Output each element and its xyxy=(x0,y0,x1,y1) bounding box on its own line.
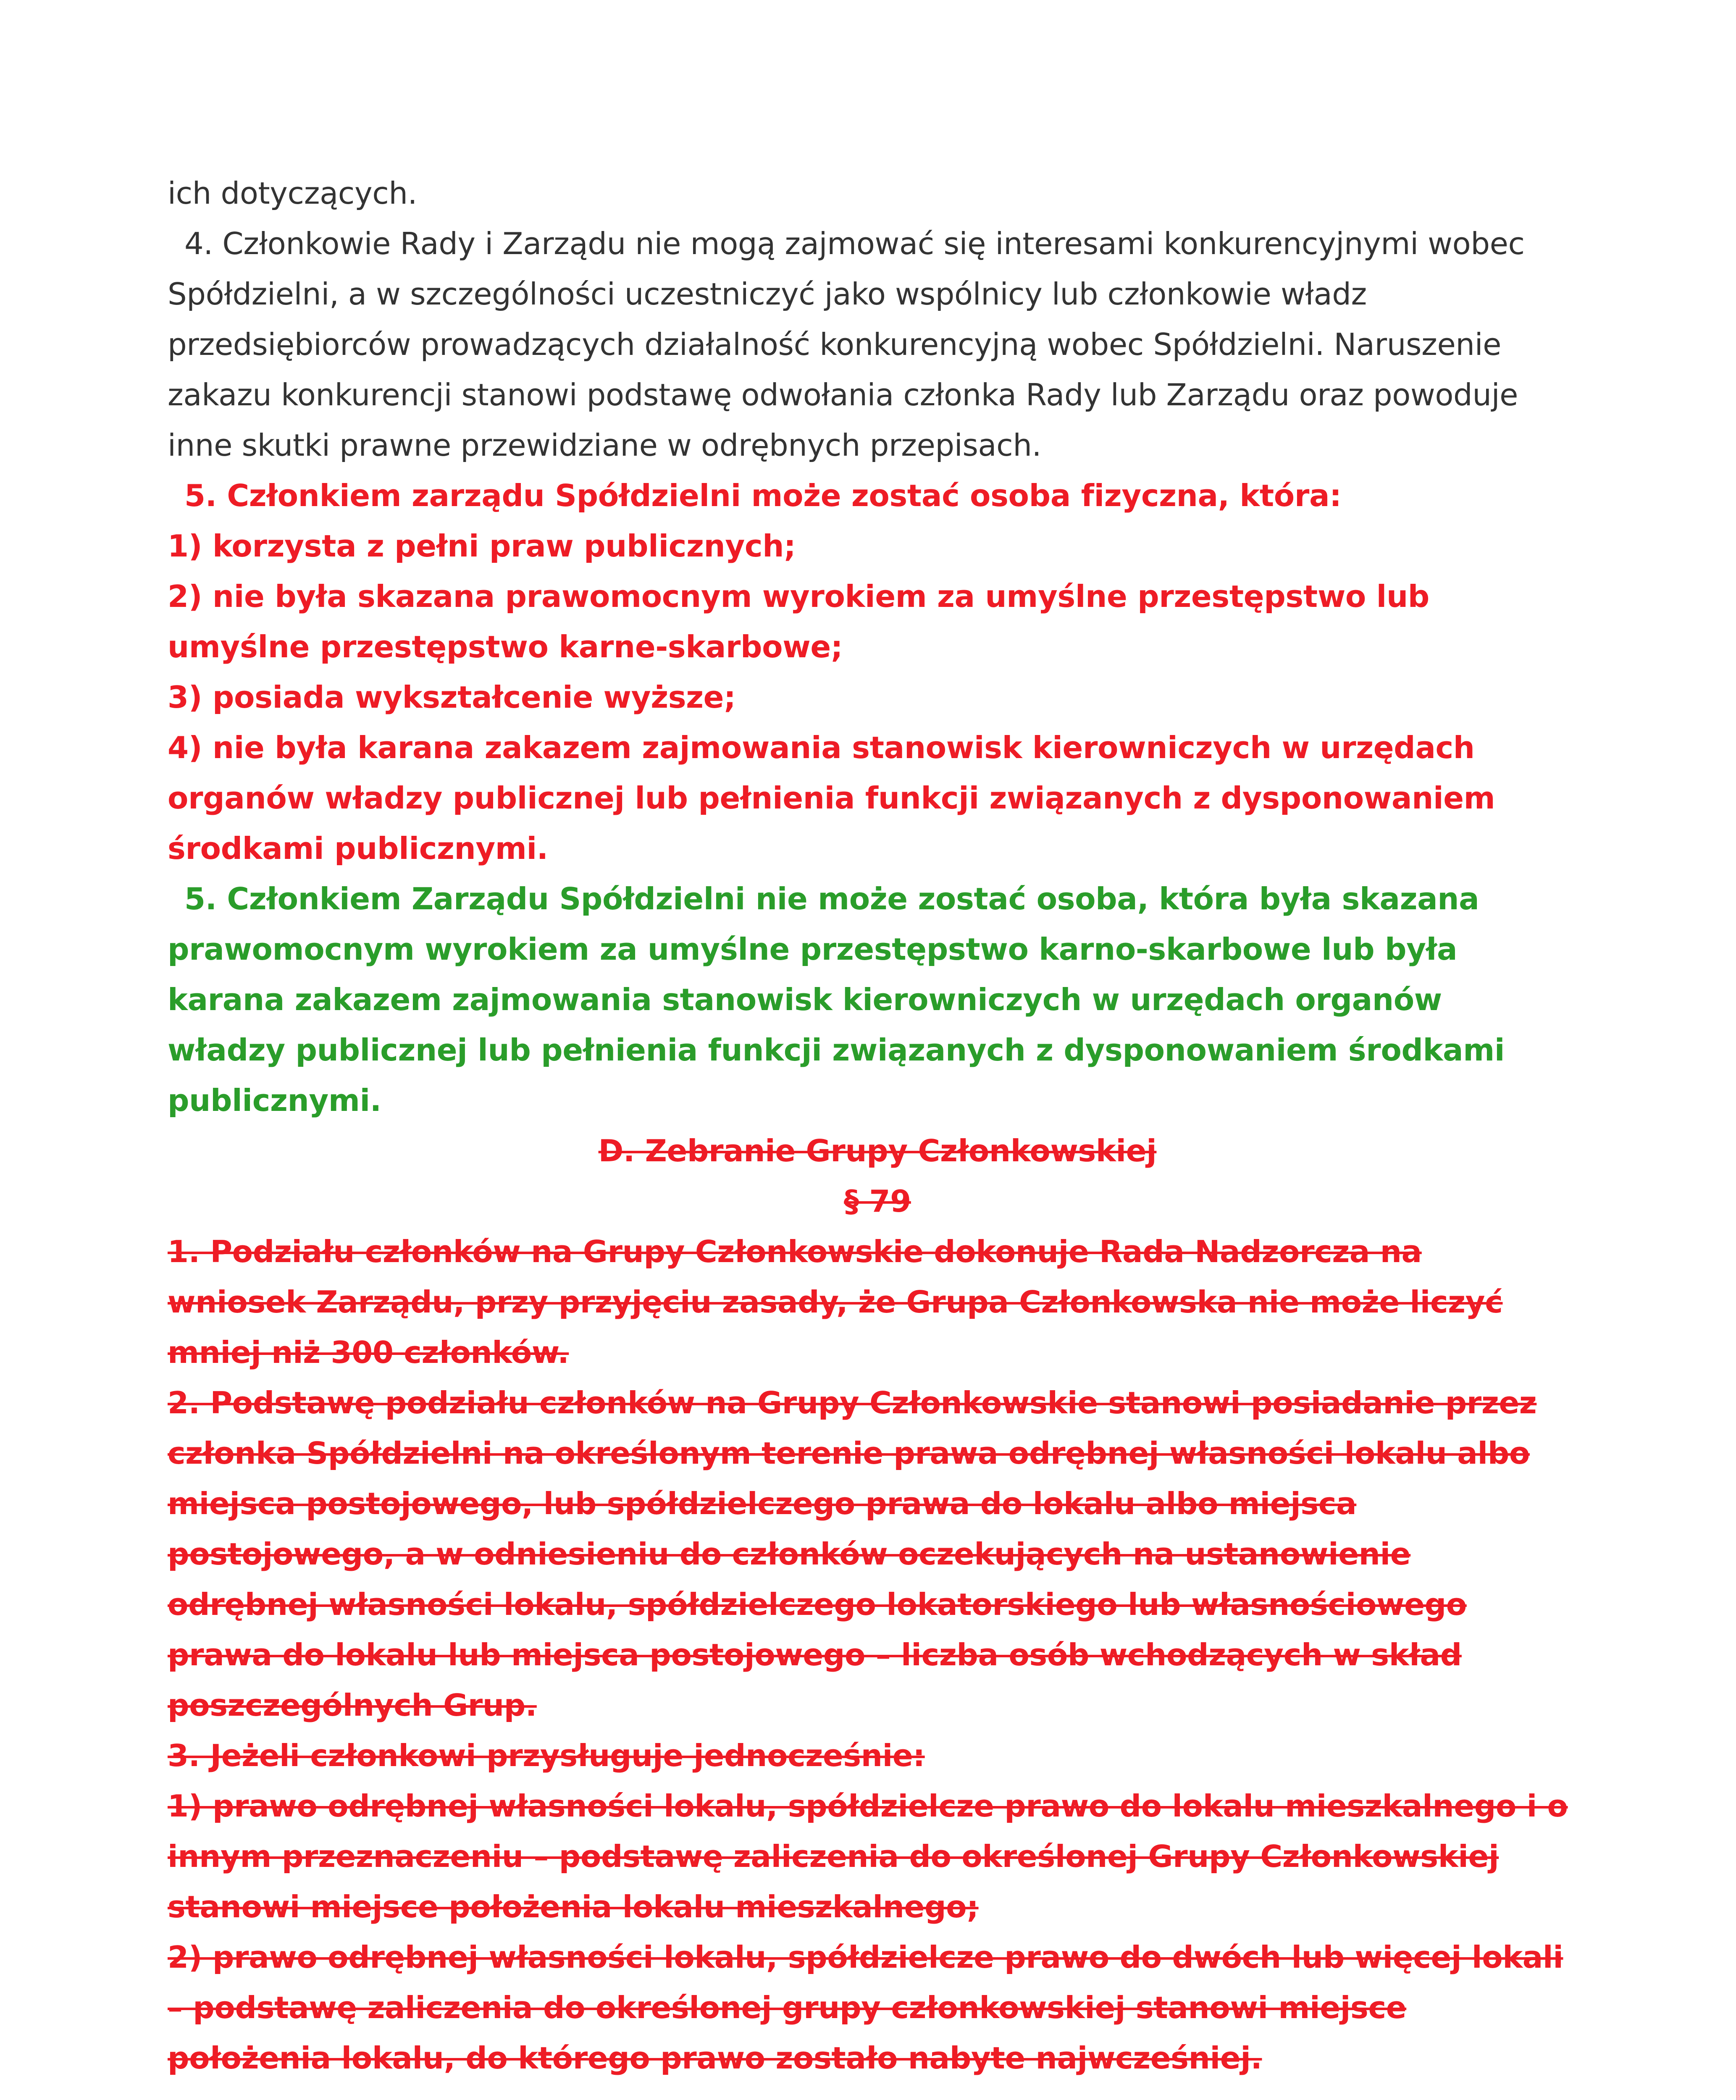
text-line: zakazu konkurencji stanowi podstawę odwołania członka Rady lub Zarządu oraz powoduje xyxy=(168,377,1518,412)
text-line: innym przeznaczeniu – podstawę zaliczenia do określonej Grupy Członkowskiej xyxy=(168,1839,1499,1874)
section-heading: D. Zebranie Grupy Członkowskiej xyxy=(598,1133,1157,1168)
text-line: 2. Podstawę podziału członków na Grupy Członkowskie stanowi posiadanie przez xyxy=(168,1385,1537,1420)
text-line: 3. Jeżeli członkowi przysługuje jednocześnie: xyxy=(168,1738,925,1773)
text-line: umyślne przestępstwo karne-skarbowe; xyxy=(168,629,843,664)
text-line: 1) korzysta z pełni praw publicznych; xyxy=(168,528,796,564)
text-line: członka Spółdzielni na określonym terenie prawa odrębnej własności lokalu albo xyxy=(168,1436,1530,1471)
text-line: organów władzy publicznej lub pełnienia funkcji związanych z dysponowaniem xyxy=(168,780,1495,816)
text-line: 3) posiada wykształcenie wyższe; xyxy=(168,680,736,715)
text-line: władzy publicznej lub pełnienia funkcji związanych z dysponowaniem środkami xyxy=(168,1032,1505,1068)
text-line: przedsiębiorców prowadzących działalność konkurencyjną wobec Spółdzielni. Naruszenie xyxy=(168,327,1502,362)
text-line: inne skutki prawne przewidziane w odrębnych przepisach. xyxy=(168,428,1042,463)
text-line: 1) prawo odrębnej własności lokalu, spółdzielcze prawo do lokalu mieszkalnego i o xyxy=(168,1788,1568,1824)
text-line: położenia lokalu, do którego prawo zostało nabyte najwcześniej. xyxy=(168,2040,1262,2076)
text-line: prawomocnym wyrokiem za umyślne przestępstwo karno-skarbowe lub była xyxy=(168,932,1458,967)
text-line: 2) nie była skazana prawomocnym wyrokiem za umyślne przestępstwo lub xyxy=(168,579,1429,614)
document-page xyxy=(168,168,1587,2100)
text-line: 4. Członkowie Rady i Zarządu nie mogą zajmować się interesami konkurencyjnymi wobec xyxy=(184,226,1525,261)
text-line: postojowego, a w odniesieniu do członków oczekujących na ustanowienie xyxy=(168,1536,1411,1572)
text-line: – podstawę zaliczenia do określonej grupy członkowskiej stanowi miejsce xyxy=(168,1990,1407,2025)
paragraph-5-red xyxy=(168,470,1587,874)
paragraph-4 xyxy=(168,168,1587,470)
text-line: poszczególnych Grup. xyxy=(168,1688,537,1723)
paragraph-5-green xyxy=(168,874,1587,1126)
text-line: publicznymi. xyxy=(168,1083,381,1118)
text-line: Spółdzielni, a w szczególności uczestniczyć jako wspólnicy lub członkowie władz xyxy=(168,276,1367,312)
text-line: 5. Członkiem zarządu Spółdzielni może zostać osoba fizyczna, która: xyxy=(184,478,1342,513)
section-d xyxy=(168,1126,1587,2083)
text-line: prawa do lokalu lub miejsca postojowego – liczba osób wchodzących w skład xyxy=(168,1637,1462,1672)
text-line: ich dotyczących. xyxy=(168,176,418,211)
blank-line xyxy=(168,2083,1587,2100)
text-line: stanowi miejsce położenia lokalu mieszkalnego; xyxy=(168,1889,979,1924)
text-line: 4) nie była karana zakazem zajmowania stanowisk kierowniczych w urzędach xyxy=(168,730,1475,765)
text-line: 1. Podziału członków na Grupy Członkowskie dokonuje Rada Nadzorcza na xyxy=(168,1234,1422,1269)
text-line: środkami publicznymi. xyxy=(168,831,548,866)
text-line: karana zakazem zajmowania stanowisk kierowniczych w urzędach organów xyxy=(168,982,1442,1017)
text-line: 5. Członkiem Zarządu Spółdzielni nie może zostać osoba, która była skazana xyxy=(184,881,1479,916)
text-line: wniosek Zarządu, przy przyjęciu zasady, że Grupa Członkowska nie może liczyć xyxy=(168,1284,1503,1320)
paragraph-symbol: § 79 xyxy=(844,1184,911,1219)
text-line: 2) prawo odrębnej własności lokalu, spółdzielcze prawo do dwóch lub więcej lokali xyxy=(168,1940,1563,1975)
text-line: odrębnej własności lokalu, spółdzielczego lokatorskiego lub własnościowego xyxy=(168,1587,1467,1622)
text-line: miejsca postojowego, lub spółdzielczego prawa do lokalu albo miejsca xyxy=(168,1486,1357,1521)
text-line: mniej niż 300 członków. xyxy=(168,1335,569,1370)
